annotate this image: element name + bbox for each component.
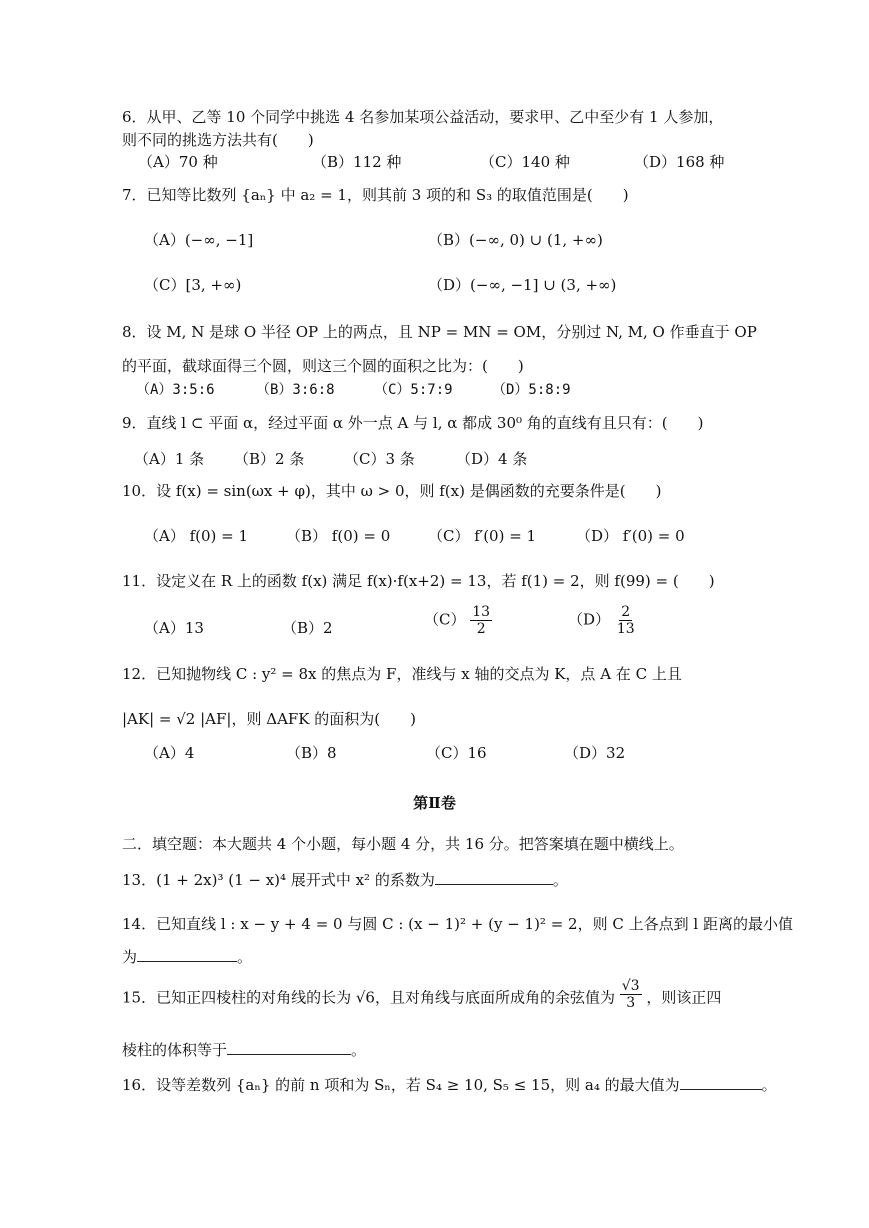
- q12-option-a: （A）4: [144, 744, 195, 762]
- q13-end: 。: [552, 871, 568, 889]
- q11-option-a: （A）13: [144, 619, 204, 637]
- q9-option-c: （C）3 条: [344, 450, 415, 468]
- q15-answer-blank: [227, 1040, 351, 1055]
- q16-end: 。: [761, 1076, 777, 1094]
- q6-line2: 则不同的挑选方法共有( ): [122, 131, 314, 149]
- q8-option-c: （C）5:7:9: [374, 382, 453, 398]
- q15-line2-text: 棱柱的体积等于: [122, 1041, 228, 1059]
- q16-text: 16．设等差数列 {aₙ} 的前 n 项和为 Sₙ，若 S₄ ≥ 10, S₅ ≤ 15，则 a₄ 的最大值为: [122, 1076, 680, 1094]
- q16-answer-blank: [680, 1075, 762, 1090]
- q16: [122, 1074, 777, 1096]
- q10-option-d: （D） f′(0) = 0: [576, 527, 685, 545]
- q8-option-a: （A）3:5:6: [136, 382, 215, 398]
- q11-option-d-fraction: [615, 604, 637, 637]
- q11-option-c: [424, 604, 492, 637]
- q6-option-b: （B）112 种: [312, 153, 402, 171]
- q7-option-d: （D）(−∞, −1] ∪ (3, +∞): [428, 276, 617, 294]
- q15-fraction: [620, 978, 642, 1011]
- q11-option-b: （B）2: [282, 619, 333, 637]
- q10-stem: 10．设 f(x) = sin(ωx + φ)，其中 ω > 0，则 f(x) 是偶函数的充要条件是( ): [122, 482, 662, 500]
- q14-line1: 14．已知直线 l : x − y + 4 = 0 与圆 C : (x − 1)² + (y − 1)² = 2，则 C 上各点到 l 距离的最小值: [122, 915, 793, 933]
- q14-answer-blank: [137, 947, 237, 962]
- q15-fraction-denominator: 3: [626, 995, 636, 1011]
- q6-line1: 6．从甲、乙等 10 个同学中挑选 4 名参加某项公益活动，要求甲、乙中至少有 1 人参加，: [122, 108, 724, 126]
- q8-option-d: （D）5:8:9: [492, 382, 571, 398]
- q15-line2: [122, 1039, 366, 1061]
- q8-line2: 的平面，截球面得三个圆，则这三个圆的面积之比为：( ): [122, 357, 524, 375]
- q11-option-c-denominator: 2: [476, 621, 486, 637]
- q13-text: 13．(1 + 2x)³ (1 − x)⁴ 展开式中 x² 的系数为: [122, 871, 435, 889]
- q6-option-a: （A）70 种: [138, 153, 218, 171]
- q11-option-d: [568, 604, 637, 637]
- q7-stem: 7．已知等比数列 {aₙ} 中 a₂ = 1，则其前 3 项的和 S₃ 的取值范围是( ): [122, 186, 629, 204]
- section-title: 第Ⅱ卷: [413, 794, 456, 812]
- q7-option-c: （C）[3, +∞): [144, 276, 242, 294]
- q12-line1: 12．已知抛物线 C : y² = 8x 的焦点为 F，准线与 x 轴的交点为 K，点 A 在 C 上且: [122, 665, 682, 683]
- q6-option-d: （D）168 种: [634, 153, 725, 171]
- q14-end: 。: [237, 948, 253, 966]
- q9-stem: 9．直线 l ⊂ 平面 α，经过平面 α 外一点 A 与 l, α 都成 30⁰ 角的直线有且只有：( ): [122, 414, 704, 432]
- section-intro: 二．填空题：本大题共 4 个小题，每小题 4 分，共 16 分。把答案填在题中横线上。: [122, 835, 684, 853]
- q11-option-d-numerator: 2: [621, 604, 631, 620]
- q12-option-b: （B）8: [286, 744, 337, 762]
- q12-line2: |AK| = √2 |AF|，则 ΔAFK 的面积为( ): [122, 710, 416, 728]
- q11-stem: 11．设定义在 R 上的函数 f(x) 满足 f(x)·f(x+2) = 13，若 f(1) = 2，则 f(99) = ( ): [122, 572, 715, 590]
- q10-option-a: （A） f(0) = 1: [144, 527, 249, 545]
- q11-option-c-fraction: [470, 604, 492, 637]
- q13-answer-blank: [435, 870, 553, 885]
- q8-option-b: （B）3:6:8: [256, 382, 335, 398]
- q14-line2: [122, 946, 252, 968]
- q11-option-c-numerator: 13: [472, 604, 491, 620]
- q11-option-c-label: （C）: [424, 610, 466, 629]
- q8-line1: 8．设 M, N 是球 O 半径 OP 上的两点，且 NP = MN = OM，分别过 N, M, O 作垂直于 OP: [122, 323, 757, 341]
- q7-option-a: （A）(−∞, −1]: [144, 231, 254, 249]
- q15-end: 。: [351, 1041, 367, 1059]
- q9-option-d: （D）4 条: [456, 450, 528, 468]
- q15-line1-b: ，则该正四: [646, 988, 722, 1007]
- q15-line1-a: 15．已知正四棱柱的对角线的长为 √6，且对角线与底面所成角的余弦值为: [122, 988, 615, 1007]
- q7-option-b: （B）(−∞, 0) ∪ (1, +∞): [428, 231, 603, 249]
- q11-option-d-denominator: 13: [616, 621, 635, 637]
- q9-option-b: （B）2 条: [234, 450, 305, 468]
- q13: [122, 869, 568, 891]
- q11-option-d-label: （D）: [568, 610, 611, 629]
- q10-option-c: （C） f′(0) = 1: [428, 527, 537, 545]
- q6-option-c: （C）140 种: [480, 153, 570, 171]
- q15-fraction-numerator: √3: [621, 978, 640, 994]
- q10-option-b: （B） f(0) = 0: [286, 527, 391, 545]
- q9-option-a: （A）1 条: [134, 450, 205, 468]
- q15-line1: [122, 978, 722, 1015]
- q12-option-c: （C）16: [426, 744, 487, 762]
- q12-option-d: （D）32: [564, 744, 626, 762]
- q14-line2-text: 为: [122, 948, 138, 966]
